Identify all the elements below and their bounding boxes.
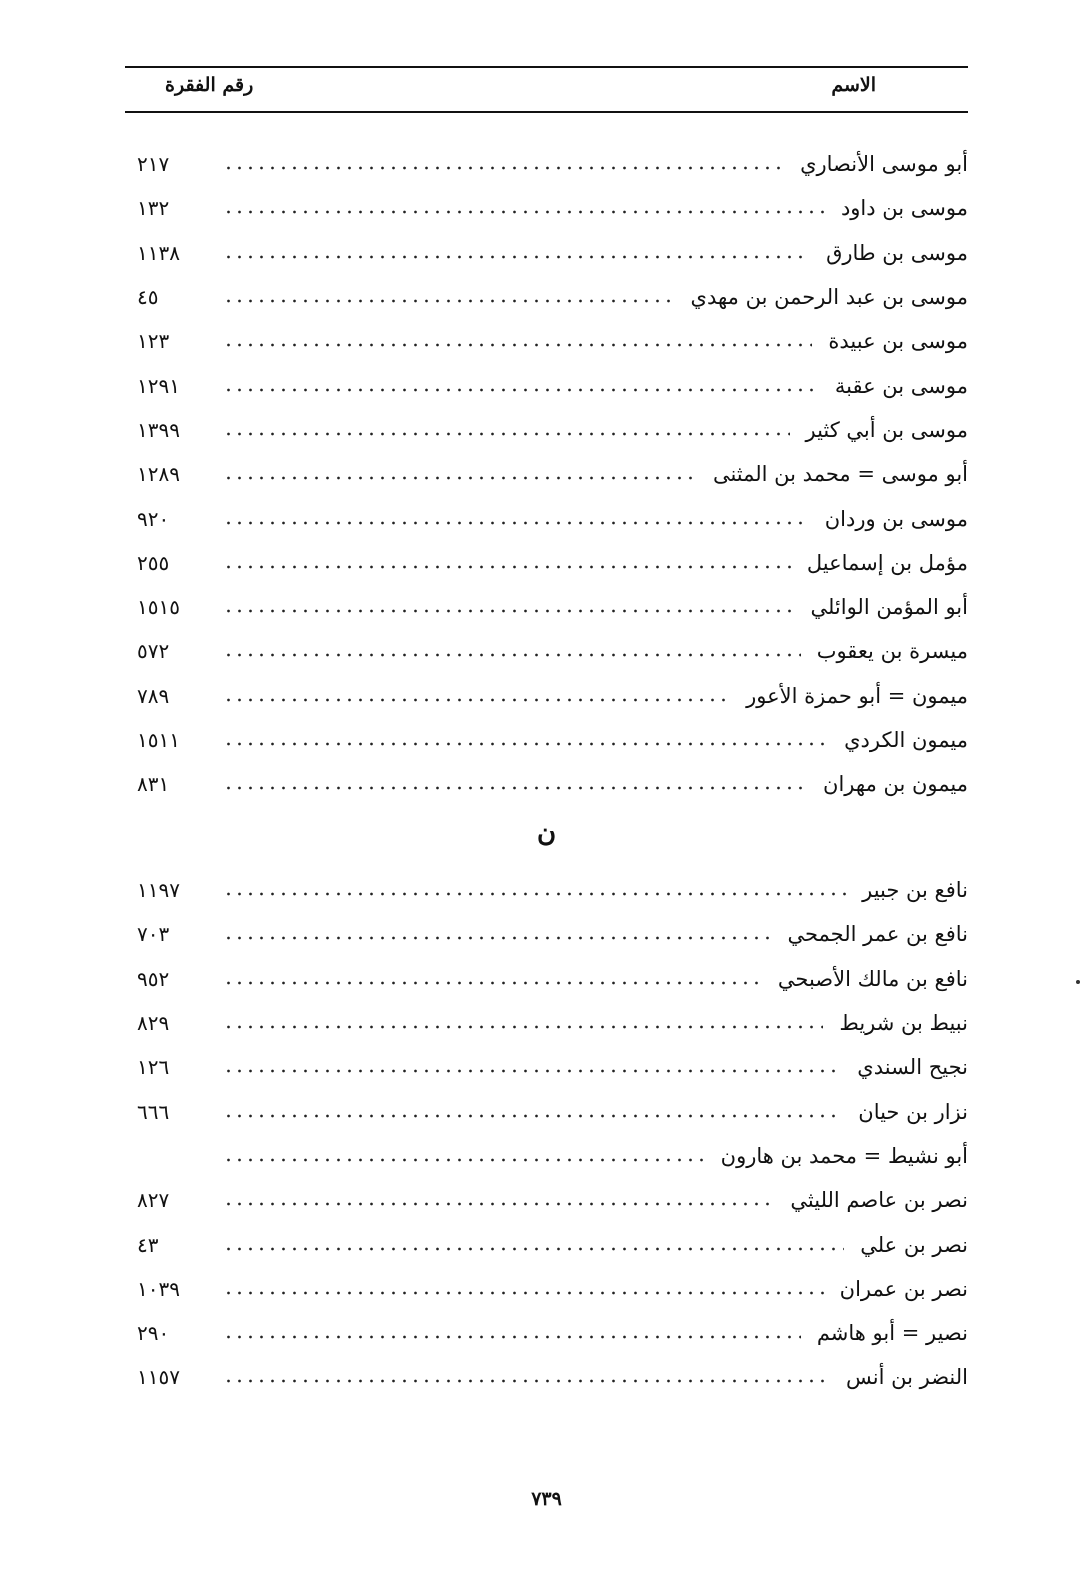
scan-speck [1076,980,1080,984]
index-entry [125,319,968,363]
index-entry [125,231,968,275]
index-entry [125,452,968,496]
dot-leader [223,741,828,747]
index-entry [125,957,968,1001]
index-entry [125,868,968,912]
dot-leader [223,254,810,260]
dot-leader [223,1246,844,1252]
dot-leader [223,608,794,614]
page-number: ٧٣٩ [531,1488,562,1510]
entry-name: نصر بن علي [860,1232,968,1257]
dot-leader [223,652,801,658]
entry-paragraph-number: ٤٣ [137,1232,159,1257]
index-entry [125,912,968,956]
entry-paragraph-number: ١٢٨٩ [137,462,180,487]
dot-leader [223,785,807,791]
entry-paragraph-number: ٩٢٠ [137,506,170,531]
entry-paragraph-number: ١٣٩٩ [137,417,180,442]
index-entry [125,1267,968,1311]
header-top-rule [125,66,968,68]
name-column-header: الاسم [831,74,876,96]
entry-paragraph-number: ٨٣١ [137,772,170,797]
entry-paragraph-number: ١٢٣ [137,329,170,354]
entry-name: أبو المؤمن الوائلي [810,595,968,620]
entry-paragraph-number: ٥٧٢ [137,639,170,664]
entry-name: ميمون الكردي [844,728,968,752]
index-entry [125,408,968,452]
dot-leader [223,342,812,348]
entry-paragraph-number: ٤٥ [137,285,159,310]
entry-name: نافع بن عمر الجمحي [787,922,968,947]
entry-paragraph-number: ١٥١١ [137,728,180,752]
entry-paragraph-number: ٢٥٥ [137,550,170,575]
entry-name: موسى بن عقبة [834,373,968,398]
entry-name: النضر بن أنس [845,1365,968,1390]
entries-list-n [125,868,968,1400]
index-entry [125,275,968,319]
index-entry [125,1089,968,1133]
dot-leader [223,1157,705,1163]
entry-paragraph-number: ٦٦٦ [137,1099,170,1124]
dot-leader [223,1201,774,1207]
header-bottom-rule [125,111,968,113]
dot-leader [223,520,809,526]
entry-paragraph-number: ١٠٣٩ [137,1276,180,1301]
entry-name: نزار بن حيان [858,1099,968,1124]
entry-name: موسى بن داود [840,196,968,221]
entry-paragraph-number: ٩٥٢ [137,966,170,991]
entry-name: نبيط بن شريط [839,1011,968,1036]
index-entry [125,585,968,629]
entry-name: موسى بن عبيدة [828,329,968,354]
entry-name: مؤمل بن إسماعيل [806,550,968,575]
entry-paragraph-number: ٧٨٩ [137,683,170,708]
entry-name: ميمون = أبو حمزة الأعور [746,683,968,708]
index-entry [125,541,968,585]
entry-paragraph-number: ١٣٢ [137,196,170,221]
index-entry [125,186,968,230]
entry-name: أبو نشيط = محمد بن هارون [720,1143,968,1168]
entry-paragraph-number: ١٢٩١ [137,373,180,398]
index-entry [125,142,968,186]
dot-leader [223,298,675,304]
entries-list-m [125,142,968,806]
entry-name: أبو موسى = محمد بن المثنى [712,462,968,487]
index-entry [125,762,968,806]
entry-paragraph-number: ٧٠٣ [137,922,170,947]
index-entry [125,1311,968,1355]
entry-name: موسى بن عبد الرحمن بن مهدي [690,285,968,310]
entry-name: نافع بن مالك الأصبحي [777,966,968,991]
index-entry [125,674,968,718]
entry-name: نصر بن عمران [839,1276,968,1301]
index-entry [125,363,968,407]
entry-paragraph-number: ١١٥٧ [137,1365,180,1390]
entry-paragraph-number: ١١٣٨ [137,240,180,265]
index-entry [125,1045,968,1089]
entry-name: ميسرة بن يعقوب [816,639,968,664]
entry-name: نجيح السندي [857,1055,968,1080]
dot-leader [223,980,762,986]
dot-leader [223,697,730,703]
entry-paragraph-number: ٢٩٠ [137,1321,170,1346]
dot-leader [223,935,771,941]
entry-name: نصير = أبو هاشم [816,1321,968,1346]
index-entry [125,1222,968,1266]
dot-leader [223,209,825,215]
dot-leader [223,1290,824,1296]
dot-leader [223,1024,823,1030]
entry-paragraph-number: ٢١٧ [137,152,170,177]
entry-name: موسى بن طارق [826,240,968,265]
dot-leader [223,165,784,171]
entry-paragraph-number: ١٢٦ [137,1055,170,1080]
entry-name: موسى بن وردان [824,506,968,531]
index-entry [125,1001,968,1045]
index-entry [125,496,968,540]
dot-leader [223,564,791,570]
entry-paragraph-number: ٨٢٧ [137,1188,170,1213]
section-letter-heading: ن [536,818,557,848]
entry-name: نافع بن جبير [862,878,968,903]
entry-paragraph-number: ١٥١٥ [137,595,180,620]
dot-leader [223,1378,830,1384]
dot-leader [223,1113,842,1119]
number-column-header: رقم الفقرة [165,74,254,96]
dot-leader [223,475,697,481]
dot-leader [223,431,790,437]
index-entry [125,1355,968,1399]
entry-paragraph-number: ٨٢٩ [137,1011,170,1036]
entry-name: أبو موسى الأنصاري [800,152,968,177]
dot-leader [223,1068,841,1074]
index-entry [125,1134,968,1178]
index-page [125,0,968,1574]
dot-leader [223,387,819,393]
entry-name: نصر بن عاصم الليثي [790,1188,968,1213]
dot-leader [223,1334,801,1340]
index-entry [125,718,968,762]
entry-name: موسى بن أبي كثير [805,417,968,442]
entry-name: ميمون بن مهران [823,772,968,797]
index-entry [125,629,968,673]
index-entry [125,1178,968,1222]
dot-leader [223,891,846,897]
entry-paragraph-number: ١١٩٧ [137,878,180,903]
